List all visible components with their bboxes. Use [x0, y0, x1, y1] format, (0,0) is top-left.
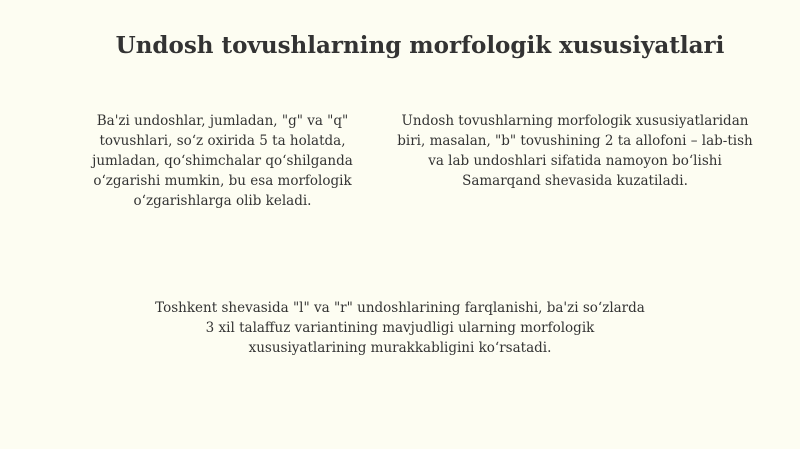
paragraph-left: Ba'zi undoshlar, jumladan, "g" va "q" tovushlari, so‘z oxirida 5 ta holatda, jumladan, qo‘shimchalar qo‘shilganda o‘zgarishi mumkin, bu esa morfologik o‘zgarishlarga olib keladi. — [92, 113, 353, 209]
paragraph-right: Undosh tovushlarning morfologik xususiyatlaridan biri, masalan, "b" tovushining 2 ta allofoni – lab-tish va lab undoshlari sifatida namoyon bo‘lishi Samarqand shevasida kuzatiladi. — [397, 113, 753, 189]
paragraph-bottom: Toshkent shevasida "l" va "r" undoshlarining farqlanishi, ba'zi so‘zlarda 3 xil talaffuz variantining mavjudligi ularning morfologik xususiyatlarining murakkabligini ko‘rsatadi. — [155, 300, 645, 356]
slide-title: Undosh tovushlarning morfologik xususiyatlari — [115, 32, 725, 59]
